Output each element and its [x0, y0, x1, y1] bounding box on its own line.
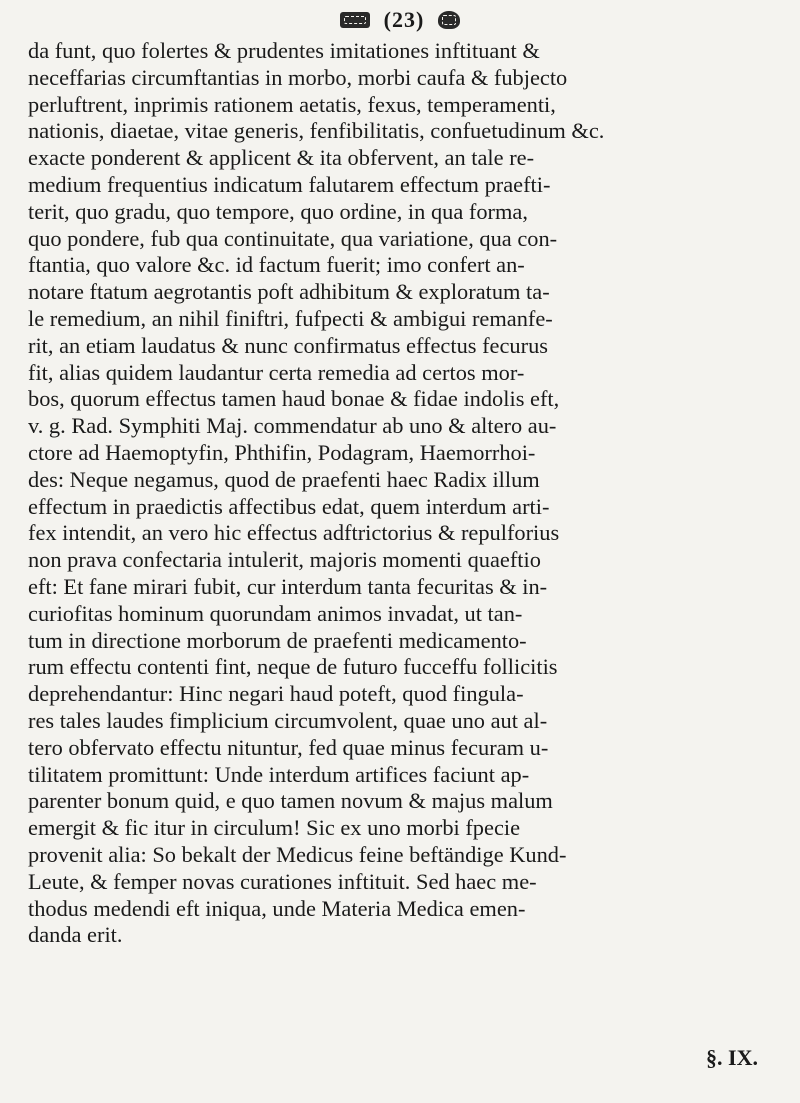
text-line: emergit & fic itur in circulum! Sic ex uno morbi fpecie — [28, 815, 521, 841]
text-line: tero obfervato effectu nituntur, fed quae minus fecuram u- — [28, 734, 549, 760]
text-line: ctore ad Haemoptyfin, Phthifin, Podagram, Haemorrhoi- — [28, 439, 536, 465]
text-line: bos, quorum effectus tamen haud bonae & fidae indolis eft, — [28, 386, 560, 412]
body-text — [28, 38, 784, 949]
page-number: (23) — [383, 7, 425, 32]
text-line: quo pondere, fub qua continuitate, qua variatione, qua con- — [28, 225, 558, 251]
text-line: fit, alias quidem laudantur certa remedia ad certos mor- — [28, 359, 525, 385]
text-line: danda erit. — [28, 922, 123, 948]
printer-ornament-icon — [438, 11, 460, 29]
text-line: rit, an etiam laudatus & nunc confirmatus effectus fecurus — [28, 332, 548, 358]
text-line: nationis, diaetae, vitae generis, fenfibilitatis, confuetudinum &c. — [28, 118, 605, 144]
text-line: terit, quo gradu, quo tempore, quo ordine, in qua forma, — [28, 198, 528, 224]
text-line: curiofitas hominum quorundam animos invadat, ut tan- — [28, 600, 523, 626]
text-line: provenit alia: So bekalt der Medicus feine beftändige Kund- — [28, 841, 567, 867]
text-line: des: Neque negamus, quod de praefenti haec Radix illum — [28, 466, 540, 492]
text-line: da funt, quo folertes & prudentes imitationes inftituant & — [28, 38, 540, 63]
text-line: tum in directione morborum de praefenti medicamento- — [28, 627, 527, 653]
text-line: neceffarias circumftantias in morbo, morbi caufa & fubjecto — [28, 64, 568, 90]
text-line: medium frequentius indicatum falutarem effectum praefti- — [28, 171, 551, 197]
text-line: fex intendit, an vero hic effectus adftrictorius & repulforius — [28, 520, 560, 546]
text-line: exacte ponderent & applicent & ita obfervent, an tale re- — [28, 145, 535, 171]
text-line: tilitatem promittunt: Unde interdum artifices faciunt ap- — [28, 761, 530, 787]
text-line: non prava confectaria intulerit, majoris momenti quaeftio — [28, 547, 541, 573]
text-line: perluftrent, inprimis rationem aetatis, fexus, temperamenti, — [28, 91, 556, 117]
text-line: Leute, & femper novas curationes inftituit. Sed haec me- — [28, 868, 537, 894]
text-line: ftantia, quo valore &c. id factum fuerit; imo confert an- — [28, 252, 525, 278]
catchword: §. IX. — [706, 1045, 758, 1070]
text-line: le remedium, an nihil finiftri, fufpecti & ambigui remanfe- — [28, 305, 553, 331]
text-line: thodus medendi eft iniqua, unde Materia Medica emen- — [28, 895, 526, 921]
text-line: deprehendantur: Hinc negari haud poteft, quod fingula- — [28, 681, 524, 707]
text-line: parenter bonum quid, e quo tamen novum & majus malum — [28, 788, 553, 814]
text-line: rum effectu contenti fint, neque de futuro fucceffu follicitis — [28, 654, 558, 680]
text-line: notare ftatum aegrotantis poft adhibitum & exploratum ta- — [28, 279, 550, 305]
text-line: effectum in praedictis affectibus edat, quem interdum arti- — [28, 493, 550, 519]
page-header — [0, 2, 800, 38]
text-line: eft: Et fane mirari fubit, cur interdum tanta fecuritas & in- — [28, 573, 548, 599]
printer-ornament-icon — [340, 12, 370, 28]
text-line: v. g. Rad. Symphiti Maj. commendatur ab uno & altero au- — [28, 413, 557, 439]
text-line: res tales laudes fimplicium circumvolent, quae uno aut al- — [28, 707, 548, 733]
